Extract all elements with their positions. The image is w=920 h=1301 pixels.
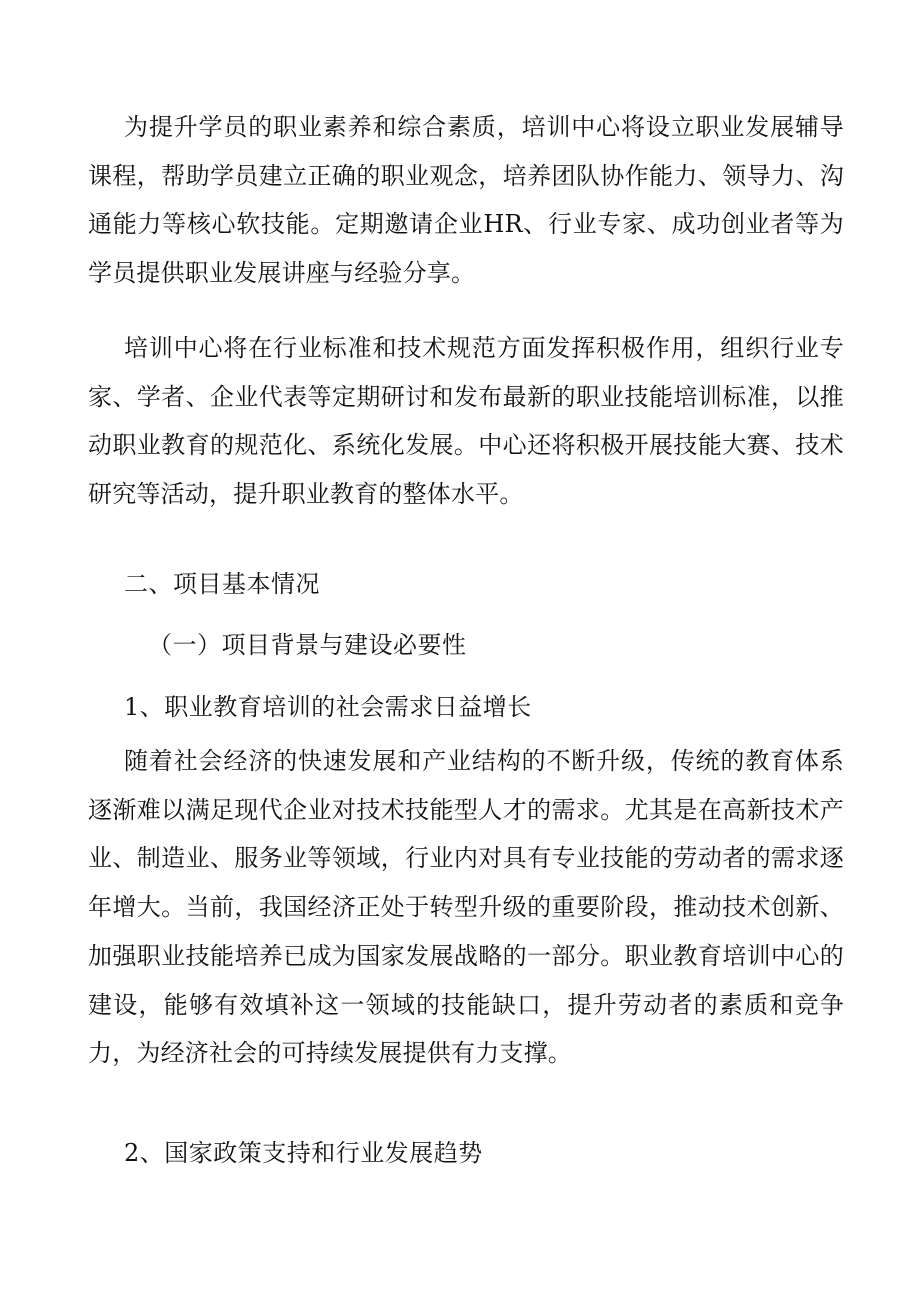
paragraph-industry-standards: 培训中心将在行业标准和技术规范方面发挥积极作用，组织行业专家、学者、企业代表等定期研讨和发布最新的职业技能培训标准，以推动职业教育的规范化、系统化发展。中心还将积极开展技能大赛、技术研究等活动，提升职业教育的整体水平。 bbox=[88, 334, 844, 509]
item-1-heading: 1、职业教育培训的社会需求日益增长 bbox=[124, 693, 532, 721]
paragraph-social-demand: 随着社会经济的快速发展和产业结构的不断升级，传统的教育体系逐渐难以满足现代企业对技术技能型人才的需求。尤其是在高新技术产业、制造业、服务业等领域，行业内对具有专业技能的劳动者的需求逐年增大。当前，我国经济正处于转型升级的重要阶段，推动技术创新、加强职业技能培养已成为国家发展战略的一部分。职业教育培训中心的建设，能够有效填补这一领域的技能缺口，提升劳动者的素质和竞争力，为经济社会的可持续发展提供有力支撑。 bbox=[88, 747, 844, 1068]
subsection-heading: （一）项目背景与建设必要性 bbox=[148, 631, 467, 659]
paragraph-career-development: 为提升学员的职业素养和综合素质，培训中心将设立职业发展辅导课程，帮助学员建立正确的职业观念，培养团队协作能力、领导力、沟通能力等核心软技能。定期邀请企业HR、行业专家、成功创业者等为学员提供职业发展讲座与经验分享。 bbox=[88, 113, 844, 288]
item-2-heading: 2、国家政策支持和行业发展趋势 bbox=[124, 1139, 483, 1167]
section-heading: 二、项目基本情况 bbox=[124, 570, 320, 598]
